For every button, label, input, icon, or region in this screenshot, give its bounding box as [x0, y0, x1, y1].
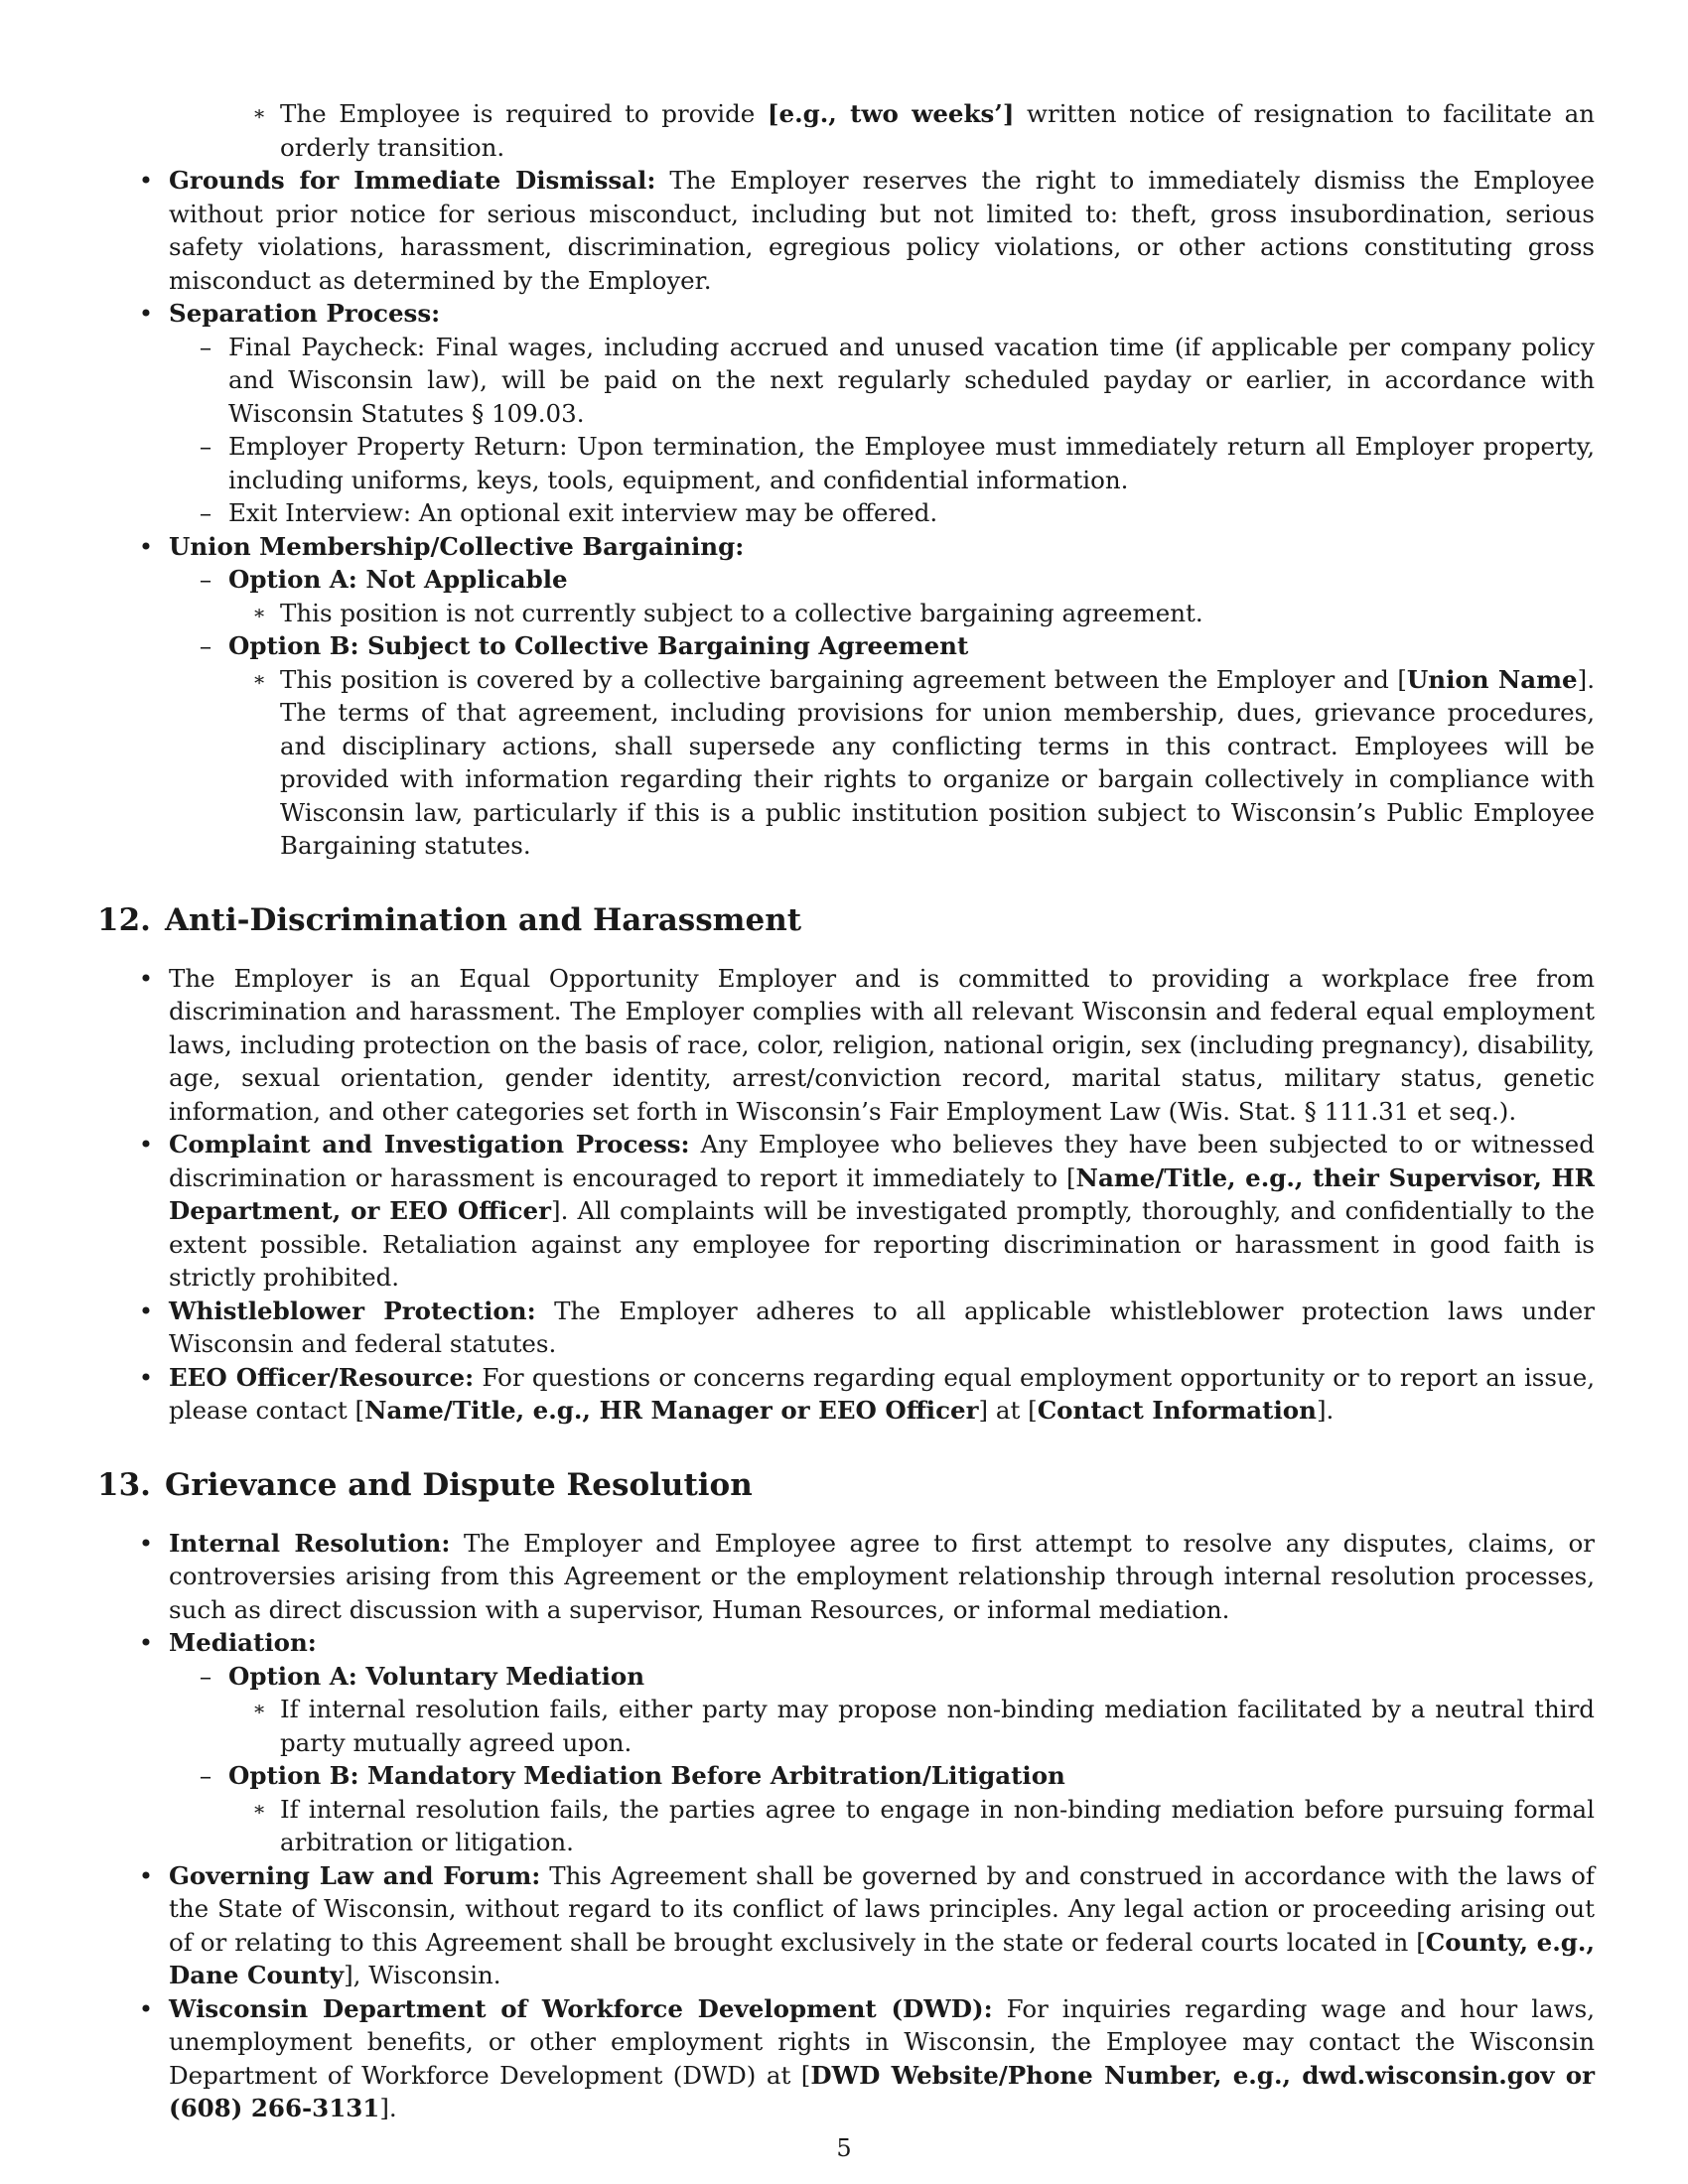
governing-law-text-pre: This Agreement shall be governed by and construed in accordance with the laws of the State of Wisconsin, without regard to its conflict of laws principles. Any legal action or proceeding arising out of or relating to this Agreement shall be brought exclusively in the state or federal courts located in [ — [169, 1860, 1595, 1957]
exit-subitem — [97, 496, 1595, 530]
section-12-title: Anti-Discrimination and Harassment — [164, 901, 802, 938]
union-option-a-text: This position is not currently subject to a collective bargaining agreement. — [280, 598, 1203, 627]
governing-law-item — [97, 1859, 1595, 1992]
dwd-text-post: ]. — [379, 2094, 397, 2122]
section-spacer — [97, 863, 1595, 900]
dismissal-text: The Employer reserves the right to immediately dismiss the Employee without prior notice for serious misconduct, including but not limited to: theft, gross insubordination, serious safety violations, harassment, discrimination, egregious policy violations, or other actions constituting gross misconduct as determined by the Employer. — [169, 166, 1595, 295]
property-subitem — [97, 430, 1595, 496]
governing-law-label: Governing Law and Forum: — [169, 1860, 541, 1890]
notice-subitem — [97, 97, 1595, 164]
union-option-b-detail — [97, 663, 1595, 863]
mediation-option-b-label: Option B: Mandatory Mediation Before Arbitration/Litigation — [228, 1761, 1065, 1790]
whistleblower-item — [97, 1295, 1595, 1361]
whistleblower-label: Whistleblower Protection: — [169, 1296, 536, 1325]
separation-item — [97, 297, 1595, 331]
eeo-officer-text-post: ]. — [1316, 1396, 1335, 1425]
internal-resolution-label: Internal Resolution: — [169, 1528, 451, 1558]
bullet-marker: • — [138, 963, 154, 993]
dismissal-item — [97, 164, 1595, 297]
bullet-marker: • — [138, 1362, 154, 1392]
eeo-officer-label: EEO Officer/Resource: — [169, 1362, 475, 1392]
dash-marker: – — [199, 631, 212, 660]
dwd-item — [97, 1992, 1595, 2125]
mediation-option-b-detail — [97, 1793, 1595, 1859]
exit-text: Exit Interview: An optional exit interview may be offered. — [228, 498, 938, 527]
page-content — [97, 97, 1595, 2125]
mediation-option-a — [97, 1660, 1595, 1694]
union-name-placeholder: Union Name — [1406, 664, 1578, 694]
eeo-statement-text: The Employer is an Equal Opportunity Employer and is committed to providing a workplace free from discrimination and harassment. The Employer complies with all relevant Wisconsin and federal equal employment laws, including protection on the basis of race, color, religion, national origin, sex (including pregnancy), disability, age, sexual orientation, gender identity, arrest/conviction record, marital status, military status, genetic information, and other categories set forth in Wisconsin’s Fair Employment Law (Wis. Stat. § 111.31 et seq.). — [169, 963, 1595, 1126]
bullet-marker: • — [138, 1528, 154, 1558]
dwd-contact-placeholder: DWD Website/Phone Number, e.g., dwd.wisconsin.gov or (608) 266-3131 — [169, 2060, 1595, 2122]
page-number: 5 — [836, 2134, 852, 2162]
asterisk-marker: ∗ — [252, 1697, 266, 1720]
dash-marker: – — [199, 332, 212, 361]
bullet-marker: • — [138, 1993, 154, 2023]
bullet-marker: • — [138, 531, 154, 561]
section-13-heading — [97, 1465, 1595, 1505]
union-option-b-pre: This position is covered by a collective bargaining agreement between the Employer and [ — [280, 664, 1407, 694]
asterisk-marker: ∗ — [252, 666, 266, 691]
bullet-marker: • — [138, 1296, 154, 1325]
mediation-item — [97, 1626, 1595, 1660]
eeo-officer-text-mid: ] at [ — [978, 1396, 1038, 1425]
bullet-marker: • — [138, 1628, 154, 1657]
section-spacer — [97, 1428, 1595, 1465]
union-option-a-detail — [97, 597, 1595, 630]
heading-spacer — [97, 940, 1595, 962]
bullet-marker: • — [138, 299, 154, 328]
heading-spacer — [97, 1505, 1595, 1527]
paycheck-text: Final Paycheck: Final wages, including accrued and unused vacation time (if applicable per company policy and Wisconsin law), will be paid on the next regularly scheduled payday or earlier, in accordance with Wisconsin Statutes § 109.03. — [228, 332, 1595, 428]
union-option-b-label: Option B: Subject to Collective Bargaining Agreement — [228, 631, 969, 660]
county-placeholder: County, e.g., Dane County — [169, 1927, 1595, 1989]
asterisk-marker: ∗ — [252, 1796, 266, 1821]
mediation-option-a-label: Option A: Voluntary Mediation — [228, 1661, 645, 1691]
bullet-marker: • — [138, 1130, 154, 1159]
asterisk-marker: ∗ — [252, 101, 266, 125]
notice-text-pre: The Employee is required to provide — [280, 99, 768, 128]
mediation-label: Mediation: — [169, 1628, 317, 1657]
eeo-statement-item — [97, 962, 1595, 1129]
eeo-officer-contact-placeholder: Contact Information — [1037, 1396, 1317, 1425]
property-text: Employer Property Return: Upon termination, the Employee must immediately return all Employer property, including uniforms, keys, tools, equipment, and confidential information. — [228, 432, 1595, 494]
notice-placeholder: [e.g., two weeks’] — [767, 99, 1015, 128]
union-option-a-label: Option A: Not Applicable — [228, 565, 568, 594]
union-option-b-post: ]. The terms of that agreement, including provisions for union membership, dues, grievance procedures, and disciplinary actions, shall supersede any conflicting terms in this contract. Employees will be provided with information regarding their rights to organize or bargain collectively in compliance with Wisconsin law, particularly if this is a public institution position subject to Wisconsin’s Public Employee Bargaining statutes. — [280, 664, 1595, 860]
section-13-title: Grievance and Dispute Resolution — [164, 1466, 753, 1503]
separation-label: Separation Process: — [169, 299, 441, 328]
union-label: Union Membership/Collective Bargaining: — [169, 531, 745, 561]
dash-marker: – — [199, 432, 212, 461]
dismissal-label: Grounds for Immediate Dismissal: — [169, 166, 656, 195]
dash-marker: – — [199, 1761, 212, 1790]
asterisk-marker: ∗ — [252, 600, 266, 624]
dwd-text-pre: For inquiries regarding wage and hour laws, unemployment benefits, or other employment rights in Wisconsin, the Employee may contact the Wisconsin Department of Workforce Development (DWD) at [ — [169, 1993, 1595, 2090]
complaint-contact-placeholder: Name/Title, e.g., their Supervisor, HR Department, or EEO Officer — [169, 1162, 1595, 1225]
bullet-marker: • — [138, 1860, 154, 1890]
internal-resolution-item — [97, 1527, 1595, 1627]
mediation-option-b-text: If internal resolution fails, the parties agree to engage in non-binding mediation before pursuing formal arbitration or litigation. — [280, 1794, 1595, 1856]
complaint-text-pre: Any Employee who believes they have been subjected to or witnessed discrimination or harassment is encouraged to report it immediately to [ — [169, 1130, 1595, 1192]
section-12-heading — [97, 900, 1595, 940]
notice-text-post: written notice of resignation to facilitate an orderly transition. — [280, 99, 1595, 162]
section-13-number: 13. — [97, 1466, 151, 1503]
dwd-label: Wisconsin Department of Workforce Development (DWD): — [169, 1993, 993, 2023]
complaint-label: Complaint and Investigation Process: — [169, 1130, 690, 1159]
bullet-marker: • — [138, 166, 154, 195]
mediation-option-a-detail — [97, 1693, 1595, 1759]
union-item — [97, 530, 1595, 564]
union-option-b — [97, 629, 1595, 663]
dash-marker: – — [199, 498, 212, 527]
complaint-item — [97, 1128, 1595, 1295]
whistleblower-text: The Employer adheres to all applicable whistleblower protection laws under Wisconsin and federal statutes. — [169, 1296, 1595, 1358]
eeo-officer-name-placeholder: Name/Title, e.g., HR Manager or EEO Officer — [364, 1396, 979, 1425]
paycheck-subitem — [97, 331, 1595, 431]
section-12-number: 12. — [97, 901, 151, 938]
dash-marker: – — [199, 565, 212, 594]
mediation-option-a-text: If internal resolution fails, either party may propose non-binding mediation facilitated by a neutral third party mutually agreed upon. — [280, 1695, 1595, 1757]
dash-marker: – — [199, 1661, 212, 1691]
union-option-a — [97, 563, 1595, 597]
internal-resolution-text: The Employer and Employee agree to first attempt to resolve any disputes, claims, or controversies arising from this Agreement or the employment relationship through internal resolution processes, such as direct discussion with a supervisor, Human Resources, or informal mediation. — [169, 1528, 1595, 1624]
mediation-option-b — [97, 1759, 1595, 1793]
governing-law-text-post: ], Wisconsin. — [344, 1961, 501, 1989]
complaint-text-post: ]. All complaints will be investigated promptly, thoroughly, and confidentially to the extent possible. Retaliation against any employee for reporting discrimination or harassment in good faith is strictly prohibited. — [169, 1196, 1595, 1292]
eeo-officer-item — [97, 1361, 1595, 1428]
eeo-officer-text-pre: For questions or concerns regarding equal employment opportunity or to report an issue, please contact [ — [169, 1362, 1595, 1425]
